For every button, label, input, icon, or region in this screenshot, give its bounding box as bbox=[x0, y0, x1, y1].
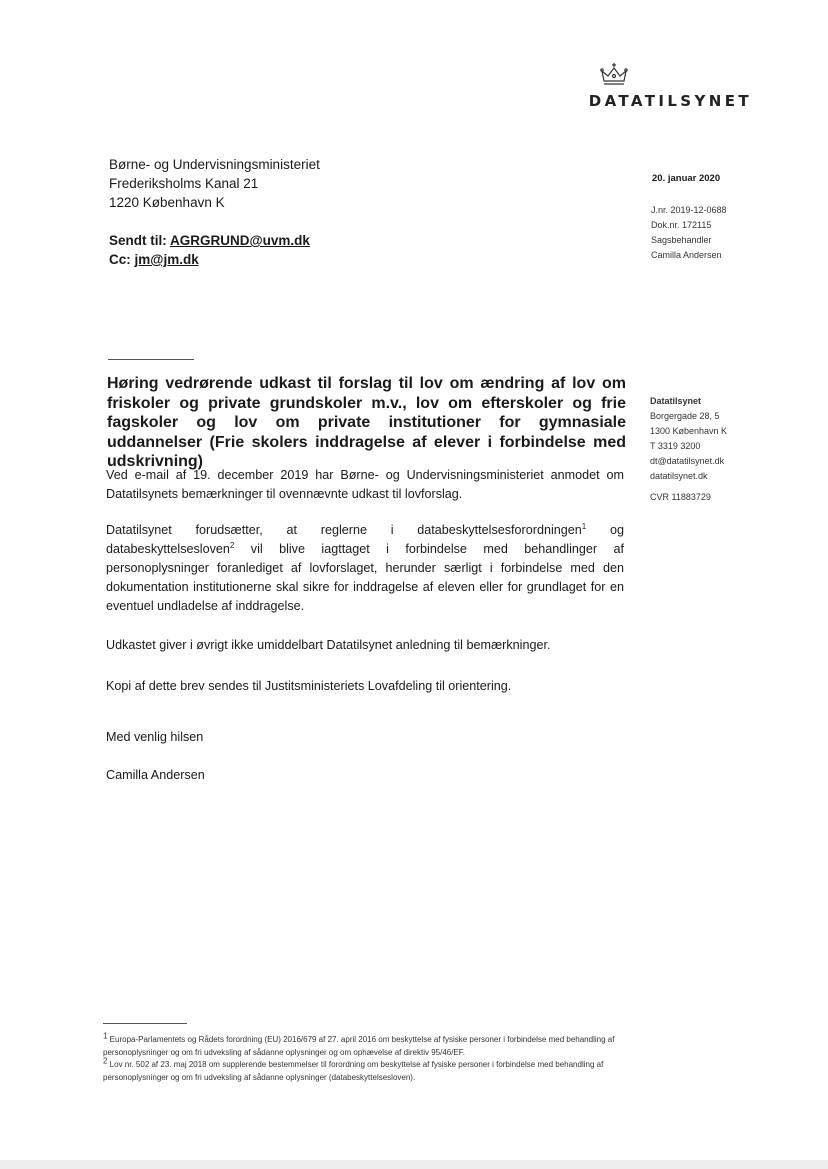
closing-greeting: Med venlig hilsen bbox=[106, 730, 204, 744]
sender-contact bbox=[650, 394, 727, 505]
paragraph-text: Datatilsynet forudsætter, at reglerne i databeskyttelsesforordningen bbox=[106, 523, 582, 537]
sender-city: 1300 København K bbox=[650, 426, 728, 436]
footnote-ref: 2 bbox=[229, 540, 235, 550]
letter-heading: Høring vedrørende udkast til forslag til lov om ændring af lov om friskoler og private grundskoler m.v., lov om efterskoler og frie fagskoler og lov om private institutioner for gymnasiale uddannelser (Frie skolers inddragelse af elever i forbindelse med udskrivning) bbox=[107, 375, 626, 470]
body-paragraph: Kopi af dette brev sendes til Justitsministeriets Lovafdeling til orientering. bbox=[106, 679, 512, 693]
body-paragraph: Udkastet giver i øvrigt ikke umiddelbart Datatilsynet anledning til bemærkninger. bbox=[106, 638, 551, 652]
paragraph-text: vil blive iagttaget i forbindelse med behandlinger af personoplysninger foranlediget af lovforslaget, herunder særligt i forbindelse med den dokumentation institutionerne skal sikre for inddragelse af eleven eller for grundlaget for en eventuel undladelse af inddragelse. bbox=[106, 542, 624, 613]
footnote-separator bbox=[103, 1023, 187, 1024]
sent-to-label: Sendt til: bbox=[109, 233, 167, 248]
journal-number: J.nr. 2019-12-0688 bbox=[651, 205, 727, 215]
footnote-text: Europa-Parlamentets og Rådets forordning (EU) 2016/679 af 27. april 2016 om beskyttelse af fysiske personer i forbindelse med behandling af personoplysninger og om fri udveksling af sådanne oplysninger og om ophævelse af direktiv 95/46/EF. bbox=[103, 1035, 615, 1057]
footnotes bbox=[103, 1031, 643, 1084]
footnote-mark: 2 bbox=[103, 1056, 108, 1066]
recipient-address bbox=[109, 155, 320, 212]
cc-email-link[interactable]: jm@jm.dk bbox=[134, 252, 199, 267]
sent-to-email-link[interactable]: AGRGRUND@uvm.dk bbox=[170, 233, 310, 248]
case-handler-label: Sagsbehandler bbox=[651, 235, 712, 245]
paragraph-text: og databeskyttelsesloven bbox=[106, 523, 624, 556]
sender-name: Datatilsynet bbox=[650, 396, 702, 406]
recipient-line: 1220 København K bbox=[109, 195, 225, 210]
footnote-2 bbox=[103, 1056, 643, 1084]
case-handler-name: Camilla Andersen bbox=[651, 250, 722, 260]
cc-label: Cc: bbox=[109, 252, 131, 267]
case-meta bbox=[651, 203, 727, 263]
letter-date: 20. januar 2020 bbox=[652, 173, 721, 184]
footnote-mark: 1 bbox=[103, 1031, 108, 1041]
sender-email-link[interactable]: dt@datatilsynet.dk bbox=[650, 456, 725, 466]
signature-name: Camilla Andersen bbox=[106, 768, 205, 782]
datatilsynet-logo: DATATILSYNET bbox=[588, 92, 752, 110]
sender-phone: T 3319 3200 bbox=[650, 441, 701, 451]
heading-separator bbox=[108, 359, 194, 360]
recipient-line: Frederiksholms Kanal 21 bbox=[109, 176, 259, 191]
document-number: Dok.nr. 172115 bbox=[651, 220, 712, 230]
footnote-text: Lov nr. 502 af 23. maj 2018 om supplerende bestemmelser til forordning om beskyttelse af fysiske personer i forbindelse med behandling af personoplysninger og om fri udveksling af sådanne oplysninger (databeskyttelsesloven). bbox=[103, 1060, 604, 1082]
body-paragraph: Ved e-mail af 19. december 2019 har Børne- og Undervisningsministeriet anmodet om Datatilsynets bemærkninger til ovennævnte udkast til lovforslag. bbox=[106, 468, 624, 501]
footnote-1 bbox=[103, 1031, 643, 1059]
body-paragraph bbox=[106, 521, 624, 616]
send-info bbox=[109, 231, 310, 269]
footnote-ref: 1 bbox=[581, 521, 587, 531]
sender-street: Borgergade 28, 5 bbox=[650, 411, 720, 421]
sender-cvr: CVR 11883729 bbox=[650, 492, 711, 502]
recipient-line: Børne- og Undervisningsministeriet bbox=[109, 157, 320, 172]
sender-web-link[interactable]: datatilsynet.dk bbox=[650, 471, 708, 481]
scan-edge bbox=[0, 1160, 828, 1169]
royal-crown-icon bbox=[599, 62, 629, 88]
